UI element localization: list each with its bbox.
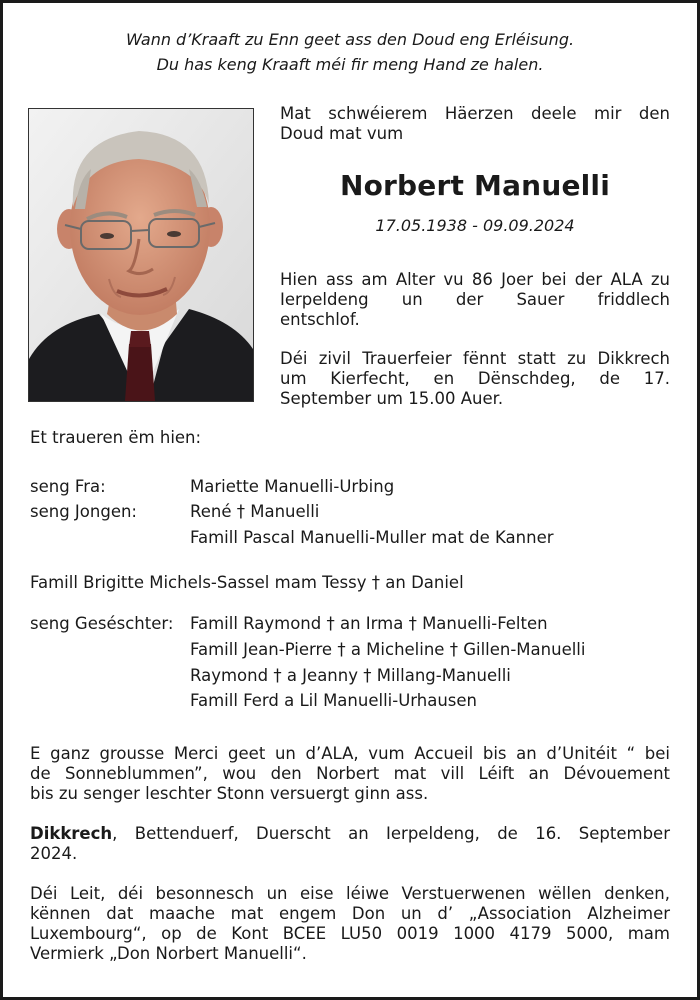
wife-name: Mariette Manuelli-Urbing (190, 477, 395, 496)
siblings-label: seng Geséschter: (30, 614, 174, 633)
donation-line-4: Vermierk „Don Norbert Manuelli“. (30, 944, 307, 963)
death-info-line-3: entschlof. (280, 310, 360, 329)
intro-line-2: Doud mat vum (280, 124, 404, 143)
life-dates: 17.05.1938 - 09.09.2024 (375, 216, 575, 235)
ceremony-line-1: Déi zivil Trauerfeier fënnt statt zu Dikkrech (280, 349, 670, 368)
donation-line-3: Luxembourg“, op de Kont BCEE LU50 0019 1000 4179 5000, mam (30, 924, 670, 943)
place-date-line-2: 2024. (30, 844, 78, 863)
death-info-line-2: Ierpeldeng un der Sauer friddlech (280, 290, 670, 309)
thanks-line-3: bis zu senger leschter Stonn versuergt ginn ass. (30, 784, 429, 803)
death-info-line-1: Hien ass am Alter vu 86 Joer bei der ALA zu (280, 270, 670, 289)
ceremony-line-3: September um 15.00 Auer. (280, 389, 504, 408)
place-name: Dikkrech (30, 824, 113, 843)
portrait-photo (28, 108, 254, 402)
place-date-line-1 (30, 824, 670, 844)
quote-line-2: Du has keng Kraaft méi fir meng Hand ze halen. (156, 55, 544, 74)
ceremony-line-2: um Kierfecht, en Dënschdeg, de 17. (280, 369, 670, 388)
sibling-2: Famill Jean-Pierre † a Micheline † Gillen-Manuelli (190, 640, 586, 659)
donation-line-1: Déi Leit, déi besonnesch un eise léiwe Verstuerwenen wëllen denken, (30, 884, 670, 903)
sons-label: seng Jongen: (30, 502, 137, 521)
quote-line-1: Wann d’Kraaft zu Enn geet ass den Doud eng Erléisung. (125, 30, 575, 49)
deceased-name: Norbert Manuelli (339, 169, 611, 202)
son-2: Famill Pascal Manuelli-Muller mat de Kanner (190, 528, 554, 547)
family-brigitte: Famill Brigitte Michels-Sassel mam Tessy † an Daniel (30, 573, 464, 592)
portrait-illustration (29, 109, 253, 401)
sibling-3: Raymond † a Jeanny † Millang-Manuelli (190, 666, 511, 685)
sibling-4: Famill Ferd a Lil Manuelli-Urhausen (190, 691, 477, 710)
sibling-1: Famill Raymond † an Irma † Manuelli-Felten (190, 614, 548, 633)
donation-line-2: kënnen dat maache mat engem Don un d’ „Association Alzheimer (30, 904, 670, 923)
wife-label: seng Fra: (30, 477, 106, 496)
mourners-heading: Et traueren ëm hien: (30, 428, 202, 447)
thanks-line-1: E ganz grousse Merci geet un d’ALA, vum Accueil bis an d’Unitéit “ bei (30, 744, 670, 763)
thanks-line-2: de Sonneblummen”, wou den Norbert mat vill Léift an Dévouement (30, 764, 670, 783)
intro-line-1: Mat schwéierem Häerzen deele mir den (280, 104, 670, 123)
place-date-rest: , Bettenduerf, Duerscht an Ierpeldeng, de 16. September (112, 824, 670, 843)
son-1: René † Manuelli (190, 502, 320, 521)
